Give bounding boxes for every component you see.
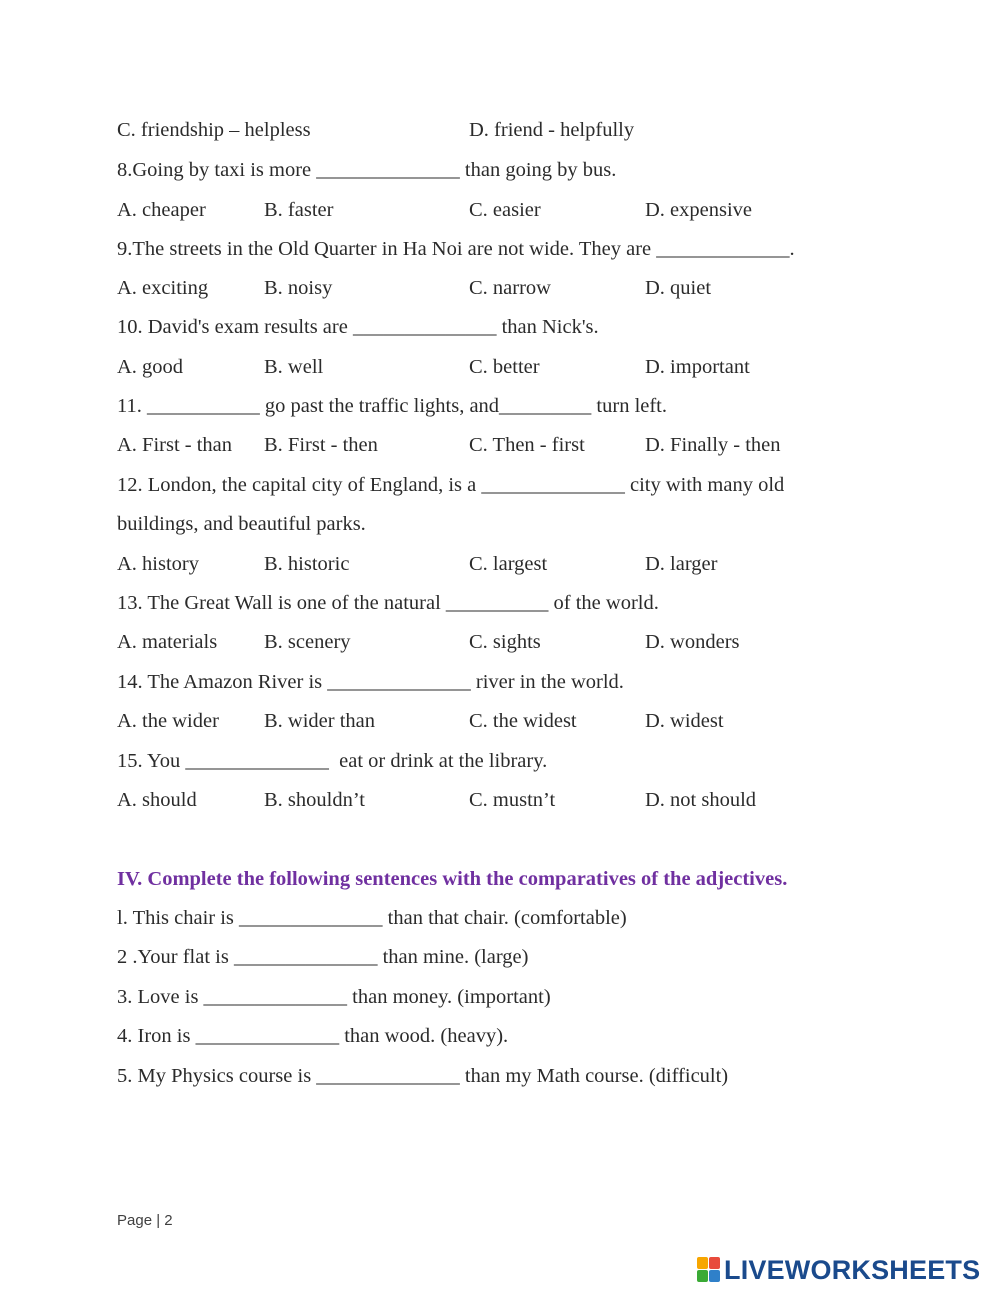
option-d: D. important: [645, 356, 750, 378]
liveworksheets-logo: [697, 1254, 980, 1286]
option-a: A. First - than: [117, 434, 233, 456]
option-c: C. largest: [469, 553, 548, 575]
option-c: C. Then - first: [469, 434, 585, 456]
option-a: A. cheaper: [117, 199, 206, 221]
page-number: Page | 2: [117, 1212, 173, 1229]
q7-option-c: C. friendship – helpless: [117, 119, 311, 141]
option-d: D. expensive: [645, 199, 753, 221]
option-c: C. mustn’t: [469, 789, 556, 811]
question-13-stem: 13. The Great Wall is one of the natural __________ of the world.: [117, 592, 659, 614]
option-b: B. well: [264, 356, 324, 378]
option-c: C. easier: [469, 199, 541, 221]
question-10-stem: 10. David's exam results are ______________ than Nick's.: [117, 316, 599, 338]
option-b: B. shouldn’t: [264, 789, 365, 811]
option-a: A. the wider: [117, 710, 219, 732]
option-c: C. the widest: [469, 710, 577, 732]
option-c: C. better: [469, 356, 540, 378]
option-b: B. historic: [264, 553, 350, 575]
option-b: B. faster: [264, 199, 334, 221]
question-10-options: [0, 354, 1000, 380]
option-d: D. not should: [645, 789, 757, 811]
option-b: B. noisy: [264, 277, 333, 299]
q7-option-d: D. friend - helpfully: [469, 119, 635, 141]
section-4-item-3: 3. Love is ______________ than money. (important): [117, 986, 551, 1008]
liveworksheets-blocks-icon: [697, 1257, 721, 1283]
brand-name: LIVEWORKSHEETS: [724, 1254, 981, 1285]
question-15-options: [0, 787, 1000, 813]
option-d: D. wonders: [645, 631, 740, 653]
question-8-options: [0, 197, 1000, 223]
option-a: A. good: [117, 356, 184, 378]
section-4-item-4: 4. Iron is ______________ than wood. (heavy).: [117, 1025, 509, 1047]
question-8-stem: 8.Going by taxi is more ______________ than going by bus.: [117, 159, 617, 181]
option-d: D. larger: [645, 553, 718, 575]
question-13-options: [0, 629, 1000, 655]
option-b: B. wider than: [264, 710, 376, 732]
question-12-stem: 12. London, the capital city of England, is a ______________ city with many old: [117, 474, 785, 496]
question-9-stem: 9.The streets in the Old Quarter in Ha Noi are not wide. They are _____________.: [117, 238, 795, 260]
option-d: D. widest: [645, 710, 724, 732]
option-d: D. quiet: [645, 277, 712, 299]
question-15-stem: 15. You ______________ eat or drink at the library.: [117, 750, 548, 772]
question-12-options: [0, 551, 1000, 577]
question-14-options: [0, 708, 1000, 734]
option-c: C. narrow: [469, 277, 551, 299]
question-9-options: [0, 275, 1000, 301]
question-14-stem: 14. The Amazon River is ______________ river in the world.: [117, 671, 624, 693]
section-4-item-1: l. This chair is ______________ than that chair. (comfortable): [117, 907, 627, 929]
question-11-options: [0, 432, 1000, 458]
option-d: D. Finally - then: [645, 434, 781, 456]
question-11-stem: 11. ___________ go past the traffic lights, and_________ turn left.: [117, 395, 668, 417]
option-a: A. materials: [117, 631, 218, 653]
section-4-heading: IV. Complete the following sentences with the comparatives of the adjectives.: [117, 868, 788, 890]
option-a: A. should: [117, 789, 197, 811]
option-b: B. scenery: [264, 631, 351, 653]
section-4-item-5: 5. My Physics course is ______________ than my Math course. (difficult): [117, 1065, 729, 1087]
option-c: C. sights: [469, 631, 541, 653]
section-4-item-2: 2 .Your flat is ______________ than mine. (large): [117, 946, 529, 968]
option-b: B. First - then: [264, 434, 378, 456]
option-a: A. history: [117, 553, 199, 575]
option-a: A. exciting: [117, 277, 209, 299]
q7-options: [0, 117, 1000, 143]
question-12-stem-continued: buildings, and beautiful parks.: [117, 513, 366, 535]
